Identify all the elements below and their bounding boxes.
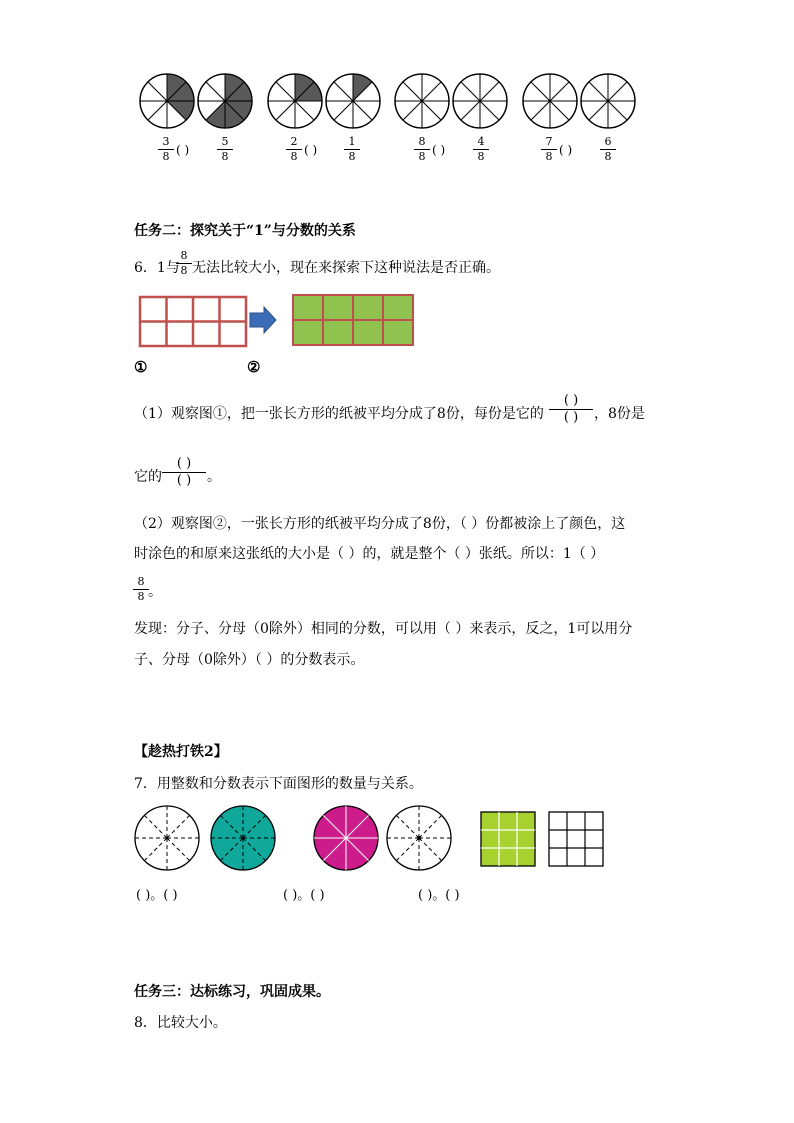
- frac-den: 8: [348, 150, 356, 163]
- compare-blank: ( ): [304, 143, 318, 157]
- compare-blank: ( ): [559, 143, 573, 157]
- frac-num: 4: [477, 135, 485, 148]
- rectangle-grids-figure: [138, 293, 438, 353]
- q7-answer-1: ( )。( ): [136, 888, 178, 903]
- blank-numerator: ( ): [563, 393, 579, 408]
- finding-line2: 子、分母（0除外）（ ）的分数表示。: [134, 652, 365, 668]
- finding-line1: 发现：分子、分母（0除外）相同的分数，可以用（ ）来表示，反之，1可以用分: [134, 621, 633, 637]
- blank-denominator: ( ): [176, 473, 192, 488]
- frac-den: 8: [221, 150, 229, 163]
- p1-line1-text: （1）观察图①，把一张长方形的纸被平均分成了8份，每份是它的: [134, 406, 544, 422]
- practice2-heading: 【趁热打铁2】: [134, 744, 228, 760]
- q7-grid: [549, 812, 603, 866]
- grid-outline: [481, 812, 535, 866]
- frac-num: 8: [418, 135, 426, 148]
- fraction-circle: [198, 74, 252, 128]
- blank-numerator: ( ): [176, 456, 192, 471]
- q8-text: 8．比较大小。: [134, 1015, 227, 1031]
- center-dot: [417, 836, 421, 840]
- frac-num: 1: [348, 135, 356, 148]
- right-fraction: [600, 136, 616, 163]
- p2-line2: 时涂色的和原来这张纸的大小是（ ）的，就是整个（ ）张纸。所以：1（ ）: [134, 546, 605, 562]
- p2-frac-den: 8: [137, 590, 145, 603]
- p1-line2-end: 。: [207, 469, 221, 485]
- q7-text: 7．用整数和分数表示下面图形的数量与关系。: [134, 776, 423, 792]
- frac-num: 7: [545, 135, 553, 148]
- right-fraction: [344, 136, 360, 163]
- fraction-circle: [395, 74, 449, 128]
- right-fraction: [217, 136, 233, 163]
- q7-figures: [0, 804, 794, 874]
- fraction-circle: [326, 74, 380, 128]
- frac-num: 2: [290, 135, 298, 148]
- figure-label-2: ②: [247, 358, 261, 376]
- grid-outline-rect: [140, 297, 246, 346]
- q7-answer-3: ( )。( ): [418, 888, 460, 903]
- frac-den: 8: [162, 150, 170, 163]
- frac-den: 8: [604, 150, 612, 163]
- q6-suffix: 无法比较大小，现在来探索下这种说法是否正确。: [192, 260, 500, 276]
- q7-circle: [314, 806, 378, 870]
- q6-fraction: [176, 250, 192, 277]
- q7-grid: [481, 812, 535, 866]
- q7-answer-2: ( )。( ): [283, 888, 325, 903]
- frac-den: 8: [545, 150, 553, 163]
- q6-frac-den: 8: [180, 264, 188, 277]
- fraction-circle: [140, 74, 194, 128]
- compare-blank: ( ): [176, 143, 190, 157]
- p2-end: 。: [148, 584, 162, 600]
- p2-line1: （2）观察图②，一张长方形的纸被平均分成了8份，（ ）份都被涂上了颜色，这: [134, 516, 626, 532]
- fraction-circles-row: [0, 72, 794, 132]
- fraction-circle: [268, 74, 322, 128]
- p1-line2-text: 它的: [134, 469, 162, 485]
- q7-circle: [135, 806, 199, 870]
- p1-line1-end: ，8份是: [594, 406, 645, 422]
- left-fraction: [286, 136, 302, 163]
- left-fraction: [541, 136, 557, 163]
- q6-prefix: 6．1与: [134, 260, 180, 276]
- fraction-circle: [453, 74, 507, 128]
- frac-den: 8: [418, 150, 426, 163]
- blank-denominator: ( ): [563, 410, 579, 425]
- grid-filled-rect: [293, 295, 413, 345]
- fraction-circle: [581, 74, 635, 128]
- right-fraction: [473, 136, 489, 163]
- grid-outline: [549, 812, 603, 866]
- q7-circle: [387, 806, 451, 870]
- p2-frac-num: 8: [137, 575, 145, 588]
- task3-heading: 任务三：达标练习，巩固成果。: [134, 984, 330, 1000]
- task2-heading: 任务二：探究关于“1”与分数的关系: [134, 223, 356, 239]
- left-fraction: [158, 136, 174, 163]
- arrow-right-icon: [250, 307, 276, 333]
- left-fraction: [414, 136, 430, 163]
- frac-den: 8: [477, 150, 485, 163]
- p1-blank-fraction-1: [549, 394, 593, 425]
- compare-blank: ( ): [432, 143, 446, 157]
- q7-circle: [211, 806, 275, 870]
- figure-label-1: ①: [134, 358, 148, 376]
- frac-num: 3: [162, 135, 170, 148]
- frac-den: 8: [290, 150, 298, 163]
- p2-fraction: [133, 576, 149, 603]
- q6-frac-num: 8: [180, 249, 188, 262]
- frac-num: 5: [221, 135, 229, 148]
- fraction-circle: [523, 74, 577, 128]
- frac-num: 6: [604, 135, 612, 148]
- p1-blank-fraction-2: [162, 457, 206, 488]
